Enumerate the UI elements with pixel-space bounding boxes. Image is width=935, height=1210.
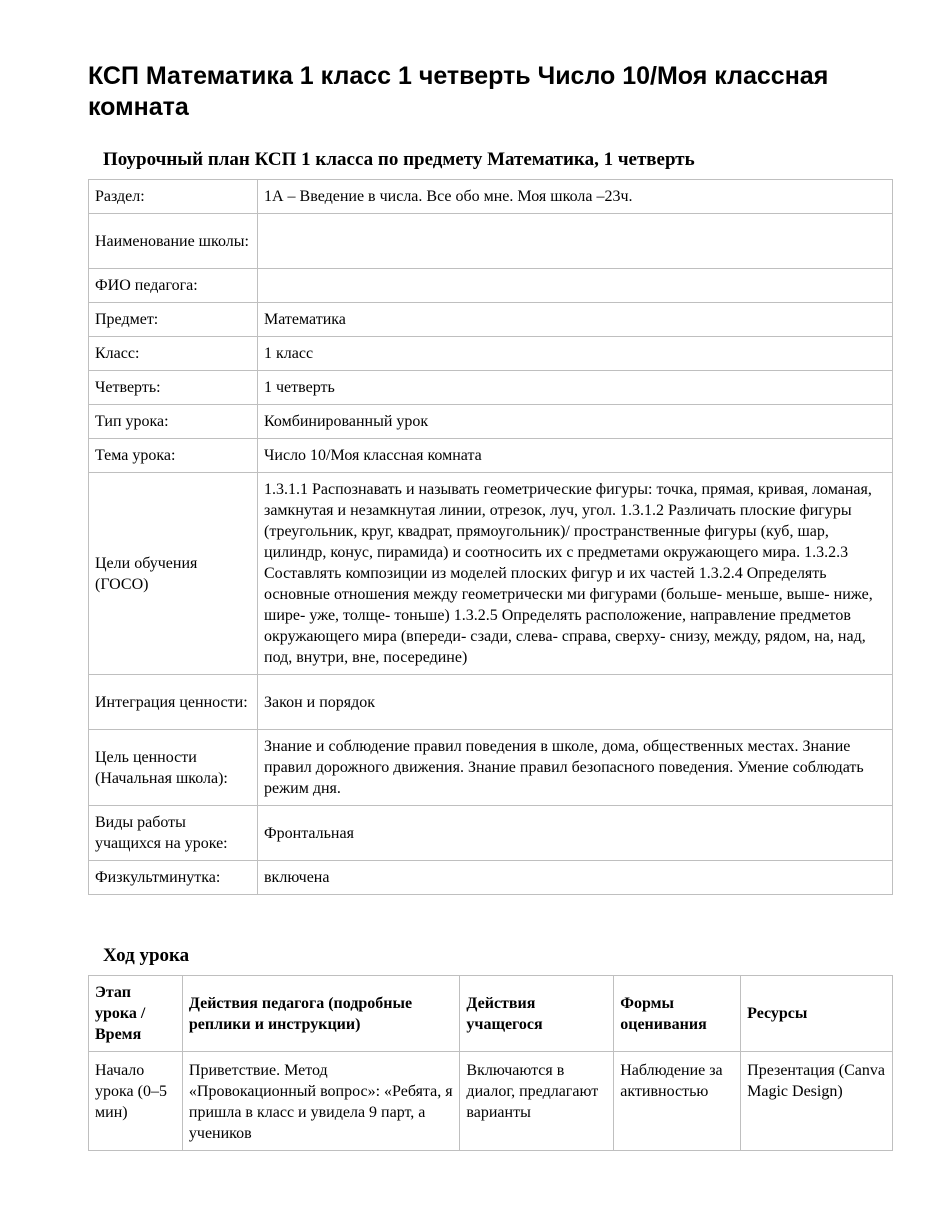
plan-row-school (89, 214, 893, 269)
cell-resources: Презентация (Canva Magic Design) (741, 1052, 893, 1151)
plan-row-label: Класс: (89, 337, 258, 371)
plan-row-value: Комбинированный урок (258, 405, 893, 439)
column-header-resources: Ресурсы (741, 976, 893, 1052)
plan-row-label: Наименование школы: (89, 214, 258, 269)
plan-row-lesson-topic (89, 439, 893, 473)
cell-teacher-actions: Приветствие. Метод «Провокационный вопрос»: «Ребята, я пришла в класс и увидела 9 парт, а учеников (182, 1052, 460, 1151)
cell-student-actions: Включаются в диалог, предлагают варианты (460, 1052, 614, 1151)
plan-heading: Поурочный план КСП 1 класса по предмету Математика, 1 четверть (103, 149, 695, 170)
plan-row-quarter (89, 371, 893, 405)
plan-row-learning-objectives (89, 473, 893, 675)
plan-row-value-goal (89, 730, 893, 806)
plan-row-value: включена (258, 861, 893, 895)
plan-row-label: Предмет: (89, 303, 258, 337)
column-header-assessment: Формы оценивания (614, 976, 741, 1052)
lesson-plan-table (88, 179, 893, 895)
plan-row-value: 1 класс (258, 337, 893, 371)
plan-row-subject (89, 303, 893, 337)
plan-row-section (89, 180, 893, 214)
plan-row-value: Фронтальная (258, 806, 893, 861)
plan-row-value: Знание и соблюдение правил поведения в школе, дома, общественных местах. Знание правил дорожного движения. Знание правил безопасного поведения. Умение соблюдать режим дня. (258, 730, 893, 806)
lesson-table-header-row (89, 976, 893, 1052)
column-header-teacher-actions: Действия педагога (подробные реплики и инструкции) (182, 976, 460, 1052)
column-header-stage: Этап урока / Время (89, 976, 183, 1052)
plan-row-teacher (89, 269, 893, 303)
plan-row-value-integration (89, 675, 893, 730)
plan-row-value (258, 269, 893, 303)
plan-row-label: Раздел: (89, 180, 258, 214)
plan-row-grade (89, 337, 893, 371)
column-header-student-actions: Действия учащегося (460, 976, 614, 1052)
plan-row-label: Виды работы учащихся на уроке: (89, 806, 258, 861)
plan-row-label: Тема урока: (89, 439, 258, 473)
plan-row-value (258, 214, 893, 269)
plan-row-label: Интеграция ценности: (89, 675, 258, 730)
cell-assessment: Наблюдение за активностью (614, 1052, 741, 1151)
plan-row-label: Тип урока: (89, 405, 258, 439)
plan-row-label: ФИО педагога: (89, 269, 258, 303)
plan-row-value: 1А – Введение в числа. Все обо мне. Моя школа –23ч. (258, 180, 893, 214)
plan-row-value: 1 четверть (258, 371, 893, 405)
plan-row-value: Математика (258, 303, 893, 337)
plan-row-label: Цель ценности (Начальная школа): (89, 730, 258, 806)
plan-row-value: Число 10/Моя классная комната (258, 439, 893, 473)
plan-row-work-types (89, 806, 893, 861)
table-row (89, 1052, 893, 1151)
plan-row-lesson-type (89, 405, 893, 439)
plan-row-label: Физкультминутка: (89, 861, 258, 895)
document-title: КСП Математика 1 класс 1 четверть Число 10/Моя классная комната (88, 62, 829, 121)
plan-row-value: 1.3.1.1 Распознавать и называть геометрические фигуры: точка, прямая, кривая, ломаная, замкнутая и незамкнутая линии, отрезок, луч, угол. 1.3.1.2 Различать плоские фигуры (треугольник, круг, квадрат, прямоугольник)/ пространственные фигуры (куб, шар, цилиндр, конус, пирамида) и соотносить их с предметами окружающего мира. 1.3.2.3 Составлять композиции из моделей плоских фигур и их частей 1.3.2.4 Определять основные отношения между геометрически ми фигурами (больше- меньше, выше- ниже, шире- уже, толще- тоньше) 1.3.2.5 Определять расположение, направление предметов окружающего мира (впереди- сзади, слева- справа, сверху- снизу, между, рядом, на, над, под, внутри, вне, посередине) (258, 473, 893, 675)
lesson-progress-heading: Ход урока (103, 945, 190, 966)
plan-row-label: Цели обучения (ГОСО) (89, 473, 258, 675)
plan-row-value: Закон и порядок (258, 675, 893, 730)
plan-row-label: Четверть: (89, 371, 258, 405)
plan-row-phys-break (89, 861, 893, 895)
lesson-progress-table (88, 975, 893, 1151)
cell-stage: Начало урока (0–5 мин) (89, 1052, 183, 1151)
